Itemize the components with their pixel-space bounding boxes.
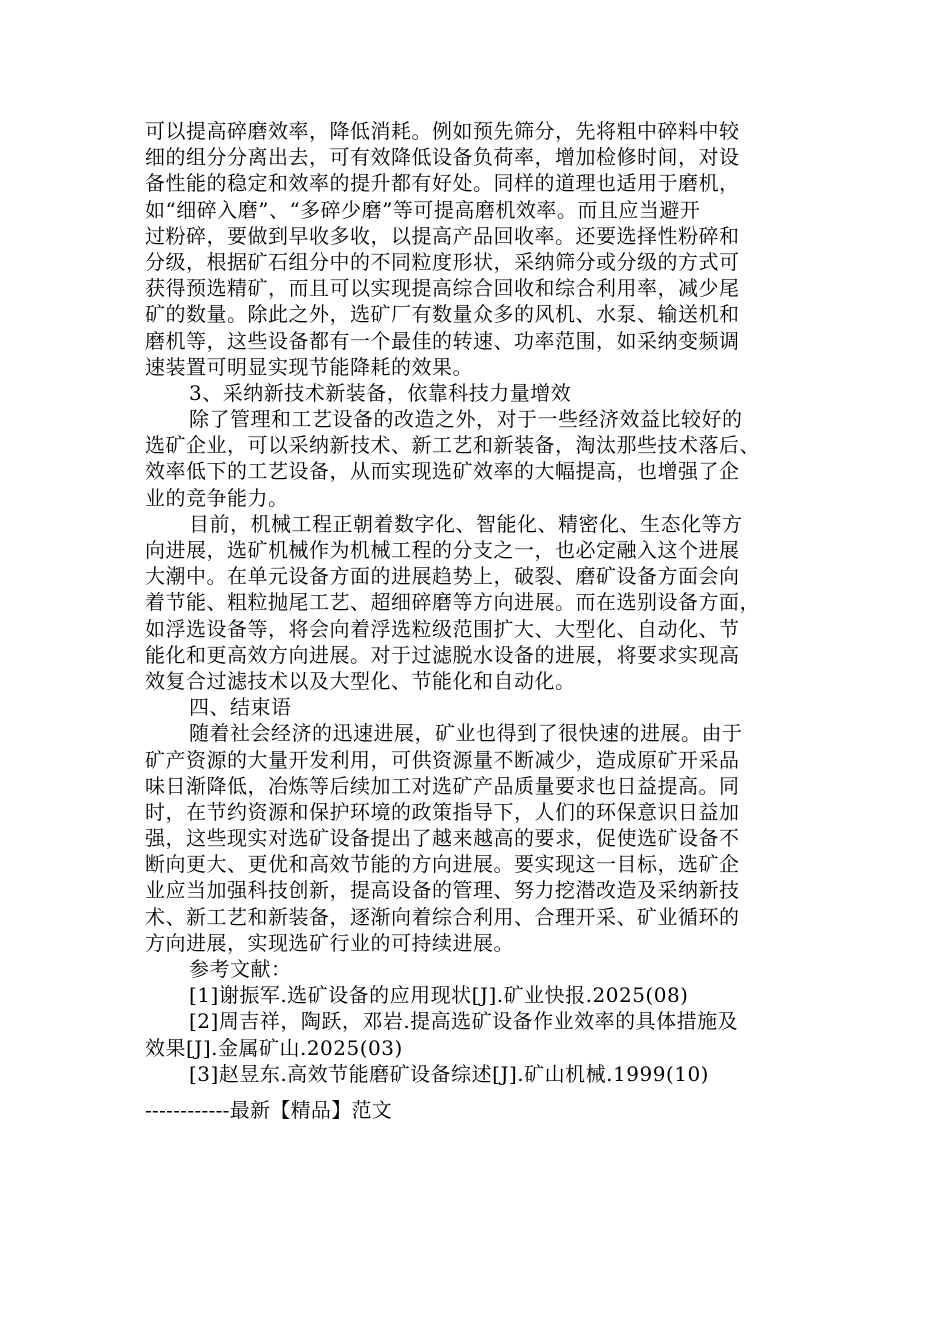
text-line: 目前，机械工程正朝着数字化、智能化、精密化、生态化等方 bbox=[189, 511, 743, 536]
text-line: 断向更大、更优和高效节能的方向进展。要实现这一目标，选矿企 bbox=[145, 852, 740, 877]
text-line: 参考文献： bbox=[189, 957, 292, 981]
text-line: 备性能的稳定和效率的提升都有好处。同样的道理也适用于磨机， bbox=[145, 171, 740, 196]
text-line: 大潮中。在单元设备方面的进展趋势上，破裂、磨矿设备方面会向 bbox=[145, 564, 740, 589]
text-line: 速装置可明显实现节能降耗的效果。 bbox=[145, 354, 473, 379]
text-line: 矿产资源的大量开发利用，可供资源量不断减少，造成原矿开采品 bbox=[145, 747, 740, 772]
text-line: 如浮选设备等，将会向着浮选粒级范围扩大、大型化、自动化、节 bbox=[145, 616, 740, 641]
text-line: 选矿企业，可以采纳新技术、新工艺和新装备，淘汰那些技术落后、 bbox=[145, 433, 760, 458]
text-line: 可以提高碎磨效率，降低消耗。例如预先筛分，先将粗中碎料中较 bbox=[145, 119, 740, 143]
text-line: 获得预选精矿，而且可以实现提高综合回收和综合利用率，减少尾 bbox=[145, 276, 740, 301]
text-line: 效率低下的工艺设备，从而实现选矿效率的大幅提高，也增强了企 bbox=[145, 459, 740, 484]
text-line: 效果[J].金属矿山.2025(03) bbox=[145, 1035, 403, 1060]
text-line: 着节能、粗粒抛尾工艺、超细碎磨等方向进展。而在选别设备方面， bbox=[145, 590, 760, 615]
text-line: 时，在节约资源和保护环境的政策指导下，人们的环保意识日益加 bbox=[145, 799, 740, 824]
document-body bbox=[145, 118, 805, 1087]
text-line: 除了管理和工艺设备的改造之外，对于一些经济效益比较好的 bbox=[189, 407, 743, 432]
text-line: 磨机等，这些设备都有一个最佳的转速、功率范围，如采纳变频调 bbox=[145, 328, 740, 353]
text-line: [2]周吉祥，陶跃，邓岩.提高选矿设备作业效率的具体措施及 bbox=[189, 1009, 739, 1034]
page-footer: ------------最新【精品】范文 bbox=[145, 1098, 393, 1122]
text-line: 过粉碎，要做到早收多收，以提高产品回收率。还要选择性粉碎和 bbox=[145, 223, 740, 248]
text-line: 随着社会经济的迅速进展，矿业也得到了很快速的进展。由于 bbox=[189, 721, 743, 746]
text-line: 能化和更高效方向进展。对于过滤脱水设备的进展，将要求实现高 bbox=[145, 642, 740, 667]
text-line: 四、结束语 bbox=[189, 695, 292, 720]
text-line: 矿的数量。除此之外，选矿厂有数量众多的风机、水泵、输送机和 bbox=[145, 302, 740, 327]
text-line: 方向进展，实现选矿行业的可持续进展。 bbox=[145, 930, 514, 955]
text-line: [3]赵昱东.高效节能磨矿设备综述[J].矿山机械.1999(10) bbox=[189, 1061, 709, 1086]
text-line: 3、采纳新技术新装备，依靠科技力量增效 bbox=[189, 380, 572, 405]
text-line: 业的竞争能力。 bbox=[145, 485, 289, 510]
text-line: 强，这些现实对选矿设备提出了越来越高的要求，促使选矿设备不 bbox=[145, 826, 740, 851]
text-line: 如“细碎入磨”、“多碎少磨”等可提高磨机效率。而且应当避开 bbox=[145, 197, 701, 222]
text-line: 效复合过滤技术以及大型化、节能化和自动化。 bbox=[145, 668, 576, 693]
text-line: [1]谢振军.选矿设备的应用现状[J].矿业快报.2025(08) bbox=[189, 983, 689, 1008]
text-line: 业应当加强科技创新，提高设备的管理、努力挖潜改造及采纳新技 bbox=[145, 878, 740, 903]
text-line: 分级，根据矿石组分中的不同粒度形状，采纳筛分或分级的方式可 bbox=[145, 249, 740, 274]
text-line: 向进展，选矿机械作为机械工程的分支之一，也必定融入这个进展 bbox=[145, 538, 740, 562]
text-line: 味日渐降低，冶炼等后续加工对选矿产品质量要求也日益提高。同 bbox=[145, 773, 740, 798]
text-line: 细的组分分离出去，可有效降低设备负荷率，增加检修时间，对设 bbox=[145, 145, 740, 170]
text-line: 术、新工艺和新装备，逐渐向着综合利用、合理开采、矿业循环的 bbox=[145, 904, 740, 929]
